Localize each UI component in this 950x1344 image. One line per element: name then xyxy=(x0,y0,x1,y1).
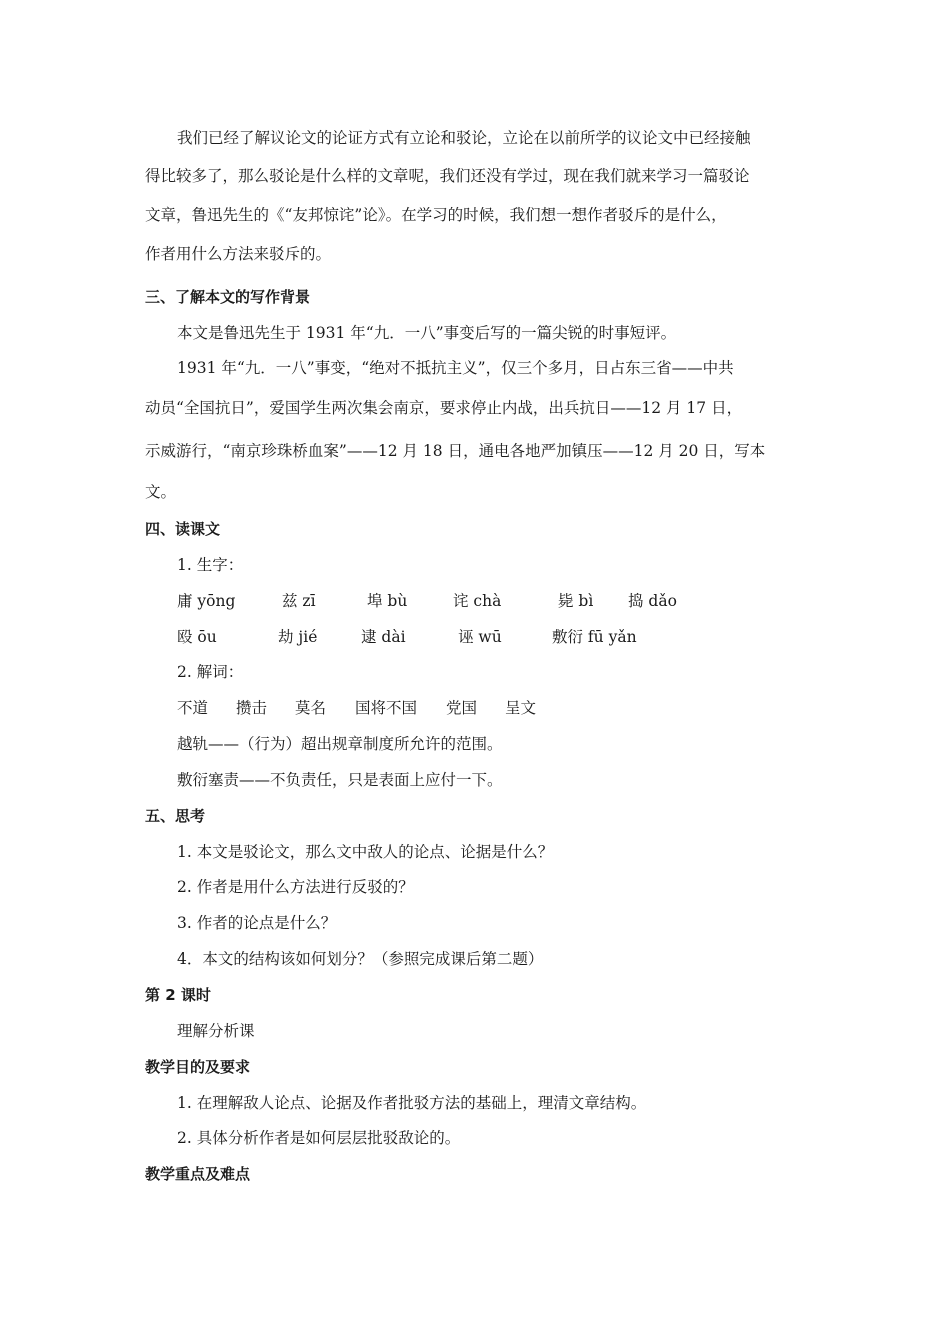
goals-heading: 教学目的及要求 xyxy=(145,1058,251,1076)
intro-line: 我们已经了解议论文的论证方式有立论和驳论，立论在以前所学的议论文中已经接触 xyxy=(177,129,751,147)
intro-line: 文章，鲁迅先生的《“友邦惊诧”论》。在学习的时候，我们想一想作者驳斥的是什么， xyxy=(145,206,727,224)
lesson-subtitle: 理解分析课 xyxy=(177,1022,255,1040)
list-item-label: 1. 生字： xyxy=(177,556,244,574)
new-character: 诧 chà xyxy=(453,592,502,610)
key-points-heading: 教学重点及难点 xyxy=(145,1165,251,1183)
question-item: 4．本文的结构该如何划分？（参照完成课后第二题） xyxy=(177,950,544,968)
intro-line: 作者用什么方法来驳斥的。 xyxy=(145,245,332,263)
question-item: 1. 本文是驳论文，那么文中敌人的论点、论据是什么？ xyxy=(177,843,554,861)
new-character: 殴 ōu xyxy=(177,628,217,646)
vocab-word: 呈文 xyxy=(505,699,537,717)
question-item: 2. 作者是用什么方法进行反驳的？ xyxy=(177,878,414,896)
lesson-heading: 第 2 课时 xyxy=(145,986,211,1004)
new-character: 埠 bù xyxy=(367,592,408,610)
paragraph-line: 示威游行，“南京珍珠桥血案”——12 月 18 日，通电各地严加镇压——12 月 20 日，写本 xyxy=(145,442,766,460)
new-character: 诬 wū xyxy=(458,628,502,646)
new-character: 逮 dài xyxy=(361,628,406,646)
paragraph-line: 文。 xyxy=(145,483,177,501)
goal-item: 1. 在理解敌人论点、论据及作者批驳方法的基础上，理清文章结构。 xyxy=(177,1094,647,1112)
vocab-word: 莫名 xyxy=(295,699,327,717)
paragraph-line: 1931 年“九．一八”事变，“绝对不抵抗主义”，仅三个多月，日占东三省——中共 xyxy=(177,359,734,377)
section-heading: 三、了解本文的写作背景 xyxy=(145,288,311,306)
vocab-word: 国将不国 xyxy=(355,699,418,717)
new-character: 捣 dǎo xyxy=(628,592,677,610)
paragraph-line: 本文是鲁迅先生于 1931 年“九．一八”事变后写的一篇尖锐的时事短评。 xyxy=(177,324,677,342)
new-character: 兹 zī xyxy=(282,592,316,610)
vocab-word: 攒击 xyxy=(236,699,268,717)
paragraph-line: 动员“全国抗日”，爱国学生两次集会南京，要求停止内战，出兵抗日——12 月 17 日， xyxy=(145,399,743,417)
new-character: 敷衍 fū yǎn xyxy=(552,628,637,646)
question-item: 3. 作者的论点是什么？ xyxy=(177,914,337,932)
section-heading: 五、思考 xyxy=(145,807,206,825)
section-heading: 四、读课文 xyxy=(145,520,221,538)
vocab-word: 党国 xyxy=(446,699,478,717)
intro-line: 得比较多了，那么驳论是什么样的文章呢，我们还没有学过，现在我们就来学习一篇驳论 xyxy=(145,167,750,185)
definition-line: 敷衍塞责——不负责任，只是表面上应付一下。 xyxy=(177,771,503,789)
new-character: 庸 yōng xyxy=(177,592,236,610)
definition-line: 越轨——（行为）超出规章制度所允许的范围。 xyxy=(177,735,503,753)
goal-item: 2. 具体分析作者是如何层层批驳敌论的。 xyxy=(177,1129,461,1147)
new-character: 毙 bì xyxy=(558,592,594,610)
list-item-label: 2. 解词： xyxy=(177,663,244,681)
new-character: 劫 jié xyxy=(278,628,318,646)
vocab-word: 不道 xyxy=(177,699,209,717)
